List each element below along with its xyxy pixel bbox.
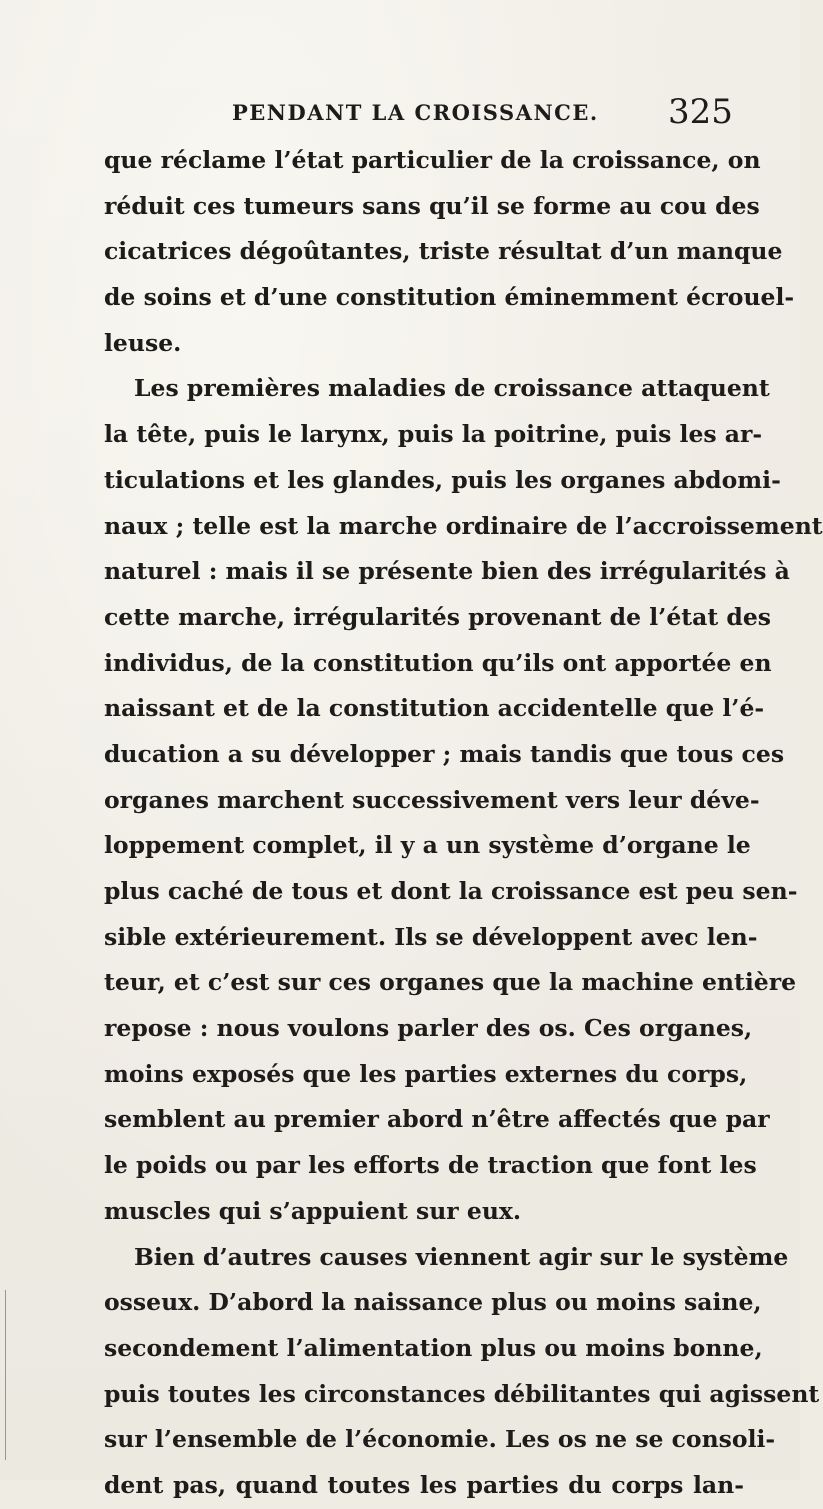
text-line: leuse. [104, 328, 182, 357]
text-line: puis toutes les circonstances débilitantes qui agissent [104, 1379, 820, 1408]
text-line: ticulations et les glandes, puis les organes abdomi- [104, 465, 781, 494]
text-line: naissant et de la constitution accidentelle que l’é- [104, 694, 765, 723]
text-line: individus, de la constitution qu’ils ont apportée en [104, 648, 772, 677]
text-line: sible extérieurement. Ils se développent avec len- [104, 922, 758, 951]
text-line: moins exposés que les parties externes du corps, [104, 1059, 748, 1088]
text-line: repose : nous voulons parler des os. Ces organes, [104, 1014, 753, 1043]
running-head [0, 92, 800, 140]
text-line: naux ; telle est la marche ordinaire de l’accroissement [104, 511, 823, 540]
text-line: muscles qui s’appuient sur eux. [104, 1196, 522, 1225]
text-line: organes marchent successivement vers leur déve- [104, 785, 760, 814]
text-line: sur l’ensemble de l’économie. Les os ne se consoli- [104, 1425, 776, 1454]
text-line: plus caché de tous et dont la croissance est peu sen- [104, 877, 798, 905]
text-line: teur, et c’est sur ces organes que la machine entière [104, 968, 797, 997]
text-line: semblent au premier abord n’être affectés que par [104, 1105, 770, 1134]
text-line: de soins et d’une constitution éminemment écrouel- [104, 283, 795, 312]
text-line: le poids ou par les efforts de traction que font les [104, 1151, 757, 1180]
text-line: la tête, puis le larynx, puis la poitrine, puis les ar- [104, 420, 763, 449]
text-line: cette marche, irrégularités provenant de l’état des [104, 602, 772, 631]
text-line: que réclame l’état particulier de la croissance, on [104, 146, 761, 174]
page-number: 325 [668, 92, 733, 132]
text-line: réduit ces tumeurs sans qu’il se forme au cou des [104, 191, 760, 220]
running-head-title: PENDANT LA CROISSANCE. [232, 100, 599, 125]
body-text [104, 138, 823, 1509]
paragraph-start-line: Les premières maladies de croissance attaquent [134, 374, 770, 403]
text-line: ducation a su développer ; mais tandis que tous ces [104, 739, 785, 768]
paragraph-start-line: Bien d’autres causes viennent agir sur le système [134, 1242, 789, 1271]
text-line: secondement l’alimentation plus ou moins bonne, [104, 1333, 763, 1362]
page-edge-shadow [5, 1290, 6, 1460]
text-line: osseux. D’abord la naissance plus ou moins saine, [104, 1288, 762, 1317]
text-line: cicatrices dégoûtantes, triste résultat d’un manque [104, 237, 783, 266]
text-line: dent pas, quand toutes les parties du corps lan- [104, 1470, 744, 1499]
text-line: naturel : mais il se présente bien des irrégularités à [104, 557, 790, 586]
text-line: loppement complet, il y a un système d’organe le [104, 831, 751, 860]
